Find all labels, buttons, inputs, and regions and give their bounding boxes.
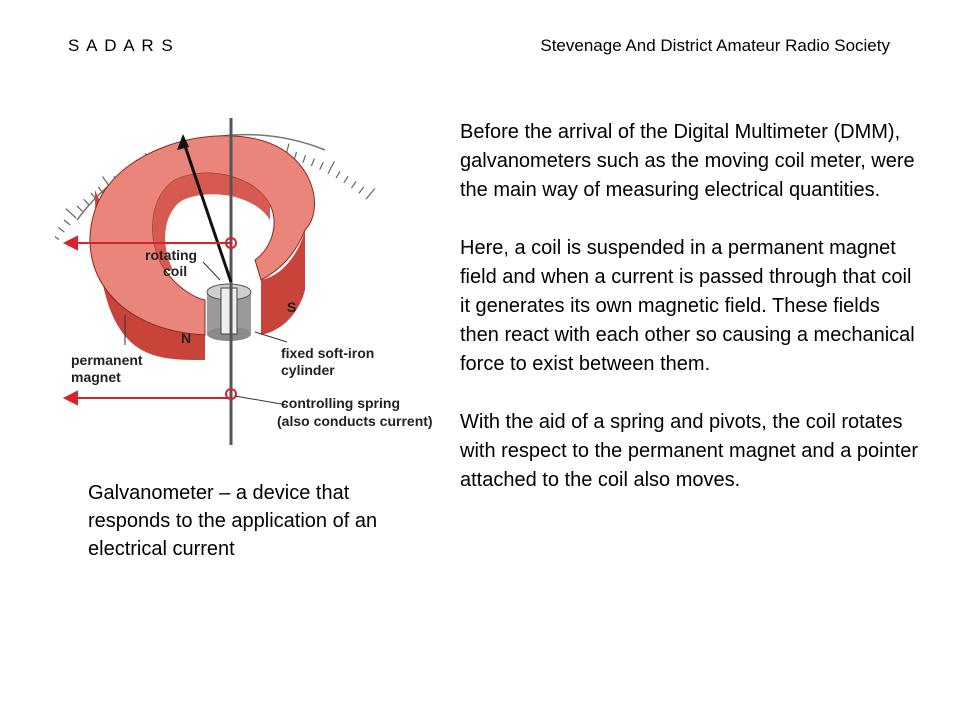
- label-magnet: magnet: [71, 369, 121, 385]
- scale-tick: [55, 235, 59, 240]
- body-text: [460, 118, 920, 524]
- scale-tick: [320, 162, 323, 169]
- header-society-abbreviation: S A D A R S: [68, 36, 175, 55]
- scale-tick: [336, 171, 340, 178]
- scale-tick: [66, 209, 76, 218]
- scale-tick: [344, 176, 348, 183]
- label-coil: coil: [163, 263, 188, 279]
- label-also-conducts: (also conducts current): [277, 413, 433, 429]
- label-controlling-spring: controlling spring: [281, 395, 400, 411]
- scale-tick: [58, 227, 64, 232]
- scale-tick: [351, 181, 356, 188]
- label-rotating: rotating: [145, 247, 198, 263]
- scale-tick: [64, 220, 70, 225]
- scale-tick: [303, 155, 306, 163]
- scale-tick: [84, 199, 89, 205]
- galvanometer-diagram: [55, 110, 455, 455]
- label-fixed-soft-iron: fixed soft-iron: [281, 345, 375, 361]
- pole-s-label: S: [287, 299, 297, 315]
- paragraph-intro: Before the arrival of the Digital Multimeter (DMM), galvanometers such as the moving coil meter, were the main way of measuring electrical quantities.: [460, 121, 915, 201]
- iron-cylinder: [207, 284, 251, 341]
- paragraph-spring-pointer: With the aid of a spring and pivots, the coil rotates with respect to the permanent magnet and a pointer attached to the coil also moves.: [460, 411, 919, 491]
- scale-tick: [359, 187, 364, 193]
- scale-tick: [366, 188, 375, 199]
- scale-tick: [328, 161, 334, 173]
- diagram-caption: Galvanometer – a device that responds to the application of an electrical current: [88, 482, 378, 560]
- scale-tick: [77, 206, 83, 212]
- label-permanent: permanent: [71, 352, 143, 368]
- label-cylinder: cylinder: [281, 362, 335, 378]
- paragraph-coil-field: Here, a coil is suspended in a permanent magnet field and when a current is passed through that coil it generates its own magnetic field. These fields then react with each other so causing a mechanical force to exist between them.: [460, 237, 915, 375]
- header-society-name: Stevenage And District Amateur Radio Society: [540, 36, 890, 55]
- scale-tick: [311, 159, 314, 166]
- pole-n-label: N: [181, 330, 192, 346]
